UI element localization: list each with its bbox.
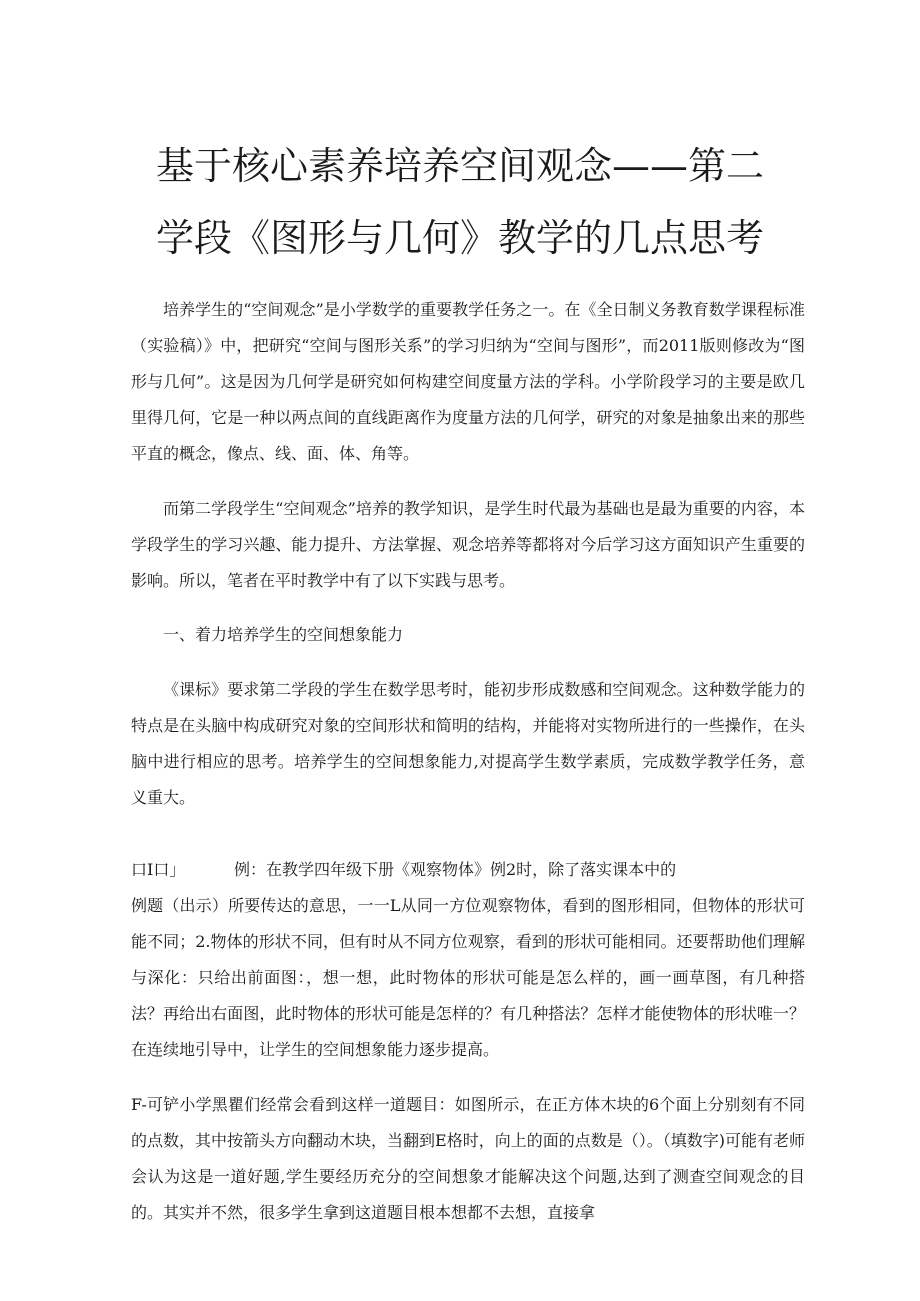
paragraph-curriculum: 《课标》要求第二学段的学生在数学思考时，能初步形成数感和空间观念。这种数学能力的特点是在头脑中构成研究对象的空间形状和简明的结构，并能将对实物所进行的一些操作，在头脑中进行相应的思考。培养学生的空间想象能力,对提高学生数学素质，完成数学教学任务，意义重大。	[131, 680, 805, 807]
example-first-line	[131, 852, 676, 888]
paragraph-intro: 培养学生的“空间观念”是小学数学的重要教学任务之一。在《全日制义务教育数学课程标准（实验稿）》中，把研究“空间与图形关系”的学习归纳为“空间与图形”，而2011版则修改为“图形与几何”。这是因为几何学是研究如何构建空间度量方法的学科。小学阶段学习的主要是欧几里得几何，它是一种以两点间的直线距离作为度量方法的几何学，研究的对象是抽象出来的那些平直的概念，像点、线、面、体、角等。	[131, 300, 805, 463]
title-line-2: 学段《图形与几何》教学的几点思考	[155, 216, 764, 260]
title-line-1: 基于核心素养培养空间观念——第二	[155, 144, 764, 188]
paragraph-second-stage: 而第二学段学生“空间观念”培养的教学知识，是学生时代最为基础也是最为重要的内容，本学段学生的学习兴趣、能力提升、方法掌握、观念培养等都将对今后学习这方面知识产生重要的影响。所以，笔者在平时教学中有了以下实践与思考。	[131, 499, 805, 590]
example-marker: 口I口」	[131, 860, 186, 879]
paragraph-cube-problem: F-可铲小学黑瞿们经常会看到这样一道题目：如图所示，在正方体木块的6个面上分别刻有不同的点数，其中按箭头方向翻动木块，当翻到E格时，向上的面的点数是（）。（填数字)可能有老师会认为这是一道好题,学生要经历充分的空间想象才能解决这个问题,达到了测查空间观念的目的。其实并不然，很多学生拿到这道题目根本想都不去想，直接拿	[131, 1095, 805, 1222]
section-heading: 一、着力培养学生的空间想象能力	[163, 625, 404, 644]
paragraph-example: 例题（出示）所要传达的意思，一一L从同一方位观察物体，看到的图形相同，但物体的形状可能不同；2.物体的形状不同，但有时从不同方位观察，看到的形状可能相同。还要帮助他们理解与深化：只给出前面图：，想一想，此时物体的形状可能是怎么样的，画一画草图，有几种搭法？再给出右面图，此时物体的形状可能是怎样的？有几种搭法？怎样才能使物体的形状唯一？在连续地引导中，让学生的空间想象能力逐步提高。	[131, 896, 805, 1059]
example-intro-text: 例：在教学四年级下册《观察物体》例2时，除了落实课本中的	[234, 860, 677, 879]
